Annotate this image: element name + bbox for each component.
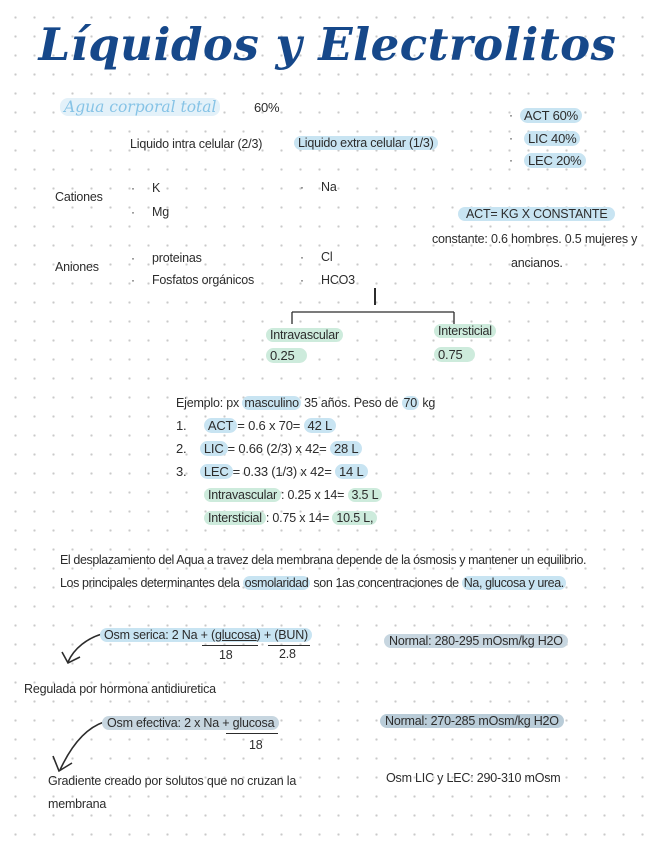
subtitle [60,98,220,117]
lic-percent: LIC 40% [524,131,580,146]
intravascular-label: Intravascular [266,328,343,342]
act-formula: ACT= KG X CONSTANTE [458,207,615,221]
example-step-1: 1. ACT = 0.6 x 70= 42 L [176,418,336,433]
fraction-bar-glucosa-efectiva [226,733,278,734]
example-intro: Ejemplo: px masculino 35 años. Peso de 70 kg [176,396,436,410]
bullet: · [131,251,135,265]
cations-label: Cationes [55,190,103,204]
cation-lec-1: Na [321,180,337,194]
bullet: · [509,153,513,167]
act-percent: ACT 60% [520,108,582,123]
paragraph-line-1: El desplazamiento del Aqua a travez dela membrana depende de la ósmosis y mantener un equilibrio. [60,553,587,567]
anion-lec-1: Cl [321,250,333,264]
osm-serica-note: Regulada por hormona antidiuretica [24,682,216,696]
osm-serica-formula: Osm serica: 2 Na + (glucosa) + (BUN) [100,628,312,642]
paragraph-line-2: Los principales determinantes dela osmolaridad son 1as concentraciones de Na, glucosa y urea. [60,576,564,590]
example-sub-intravascular: Intravascular : 0.25 x 14= 3.5 L [204,488,382,502]
bullet: · [131,205,135,219]
intersticial-label: Intersticial [434,324,496,338]
osm-serica-normal: Normal: 280-295 mOsm/kg H2O [384,634,568,648]
cation-lic-1: K [152,181,161,195]
fraction-bar-glucosa [202,645,258,646]
anions-label: Aniones [55,260,99,274]
osm-serica-den-1: 18 [219,648,233,662]
bullet: · [509,108,513,122]
cation-lic-2: Mg [152,205,169,219]
anion-lic-2: Fosfatos orgánicos [152,273,255,287]
lic-heading: Liquido intra celular (2/3) [130,137,263,151]
anion-lec-2: HCO3 [321,273,355,287]
lec-heading: Liquido extra celular (1/3) [294,136,438,150]
example-sub-intersticial: Intersticial : 0.75 x 14= 10.5 L, [204,511,377,525]
intravascular-value: 0.25 [266,348,307,363]
fraction-bar-bun [268,645,310,646]
osm-lic-lec: Osm LIC y LEC: 290-310 mOsm [386,771,561,785]
page-title: Líquidos y Electrolitos [38,18,617,71]
osm-efectiva-note-2: membrana [48,797,107,811]
intersticial-value: 0.75 [434,347,475,362]
bullet: · [300,273,304,287]
osm-serica-den-2: 2.8 [279,647,296,661]
arrow-serica [68,634,102,662]
anion-lic-1: proteinas [152,251,202,265]
bullet: · [131,181,135,195]
arrow-serica-head [62,652,80,663]
constant-line-2: ancianos. [511,256,563,270]
bullet: · [509,131,513,145]
osm-efectiva-normal: Normal: 270-285 mOsm/kg H2O [380,714,564,728]
bullet: · [300,250,304,264]
osm-efectiva-note-1: Gradiente creado por solutos que no cruzan la [48,774,297,788]
subtitle-text: Agua corporal total [60,98,220,116]
bullet: · [131,273,135,287]
example-step-2: 2. LIC = 0.66 (2/3) x 42= 28 L [176,441,362,456]
bullet: · [300,180,304,194]
arrow-efectiva [60,722,104,770]
constant-line-1: constante: 0.6 hombres. 0.5 mujeres y [432,232,638,246]
osm-efectiva-formula: Osm efectiva: 2 x Na + glucosa [102,716,279,730]
arrow-efectiva-head [53,756,72,771]
example-step-3: 3. LEC = 0.33 (1/3) x 42= 14 L [176,464,368,479]
osm-efectiva-den: 18 [249,738,263,752]
body-water-percent: 60% [254,100,280,115]
lec-percent: LEC 20% [524,153,586,168]
